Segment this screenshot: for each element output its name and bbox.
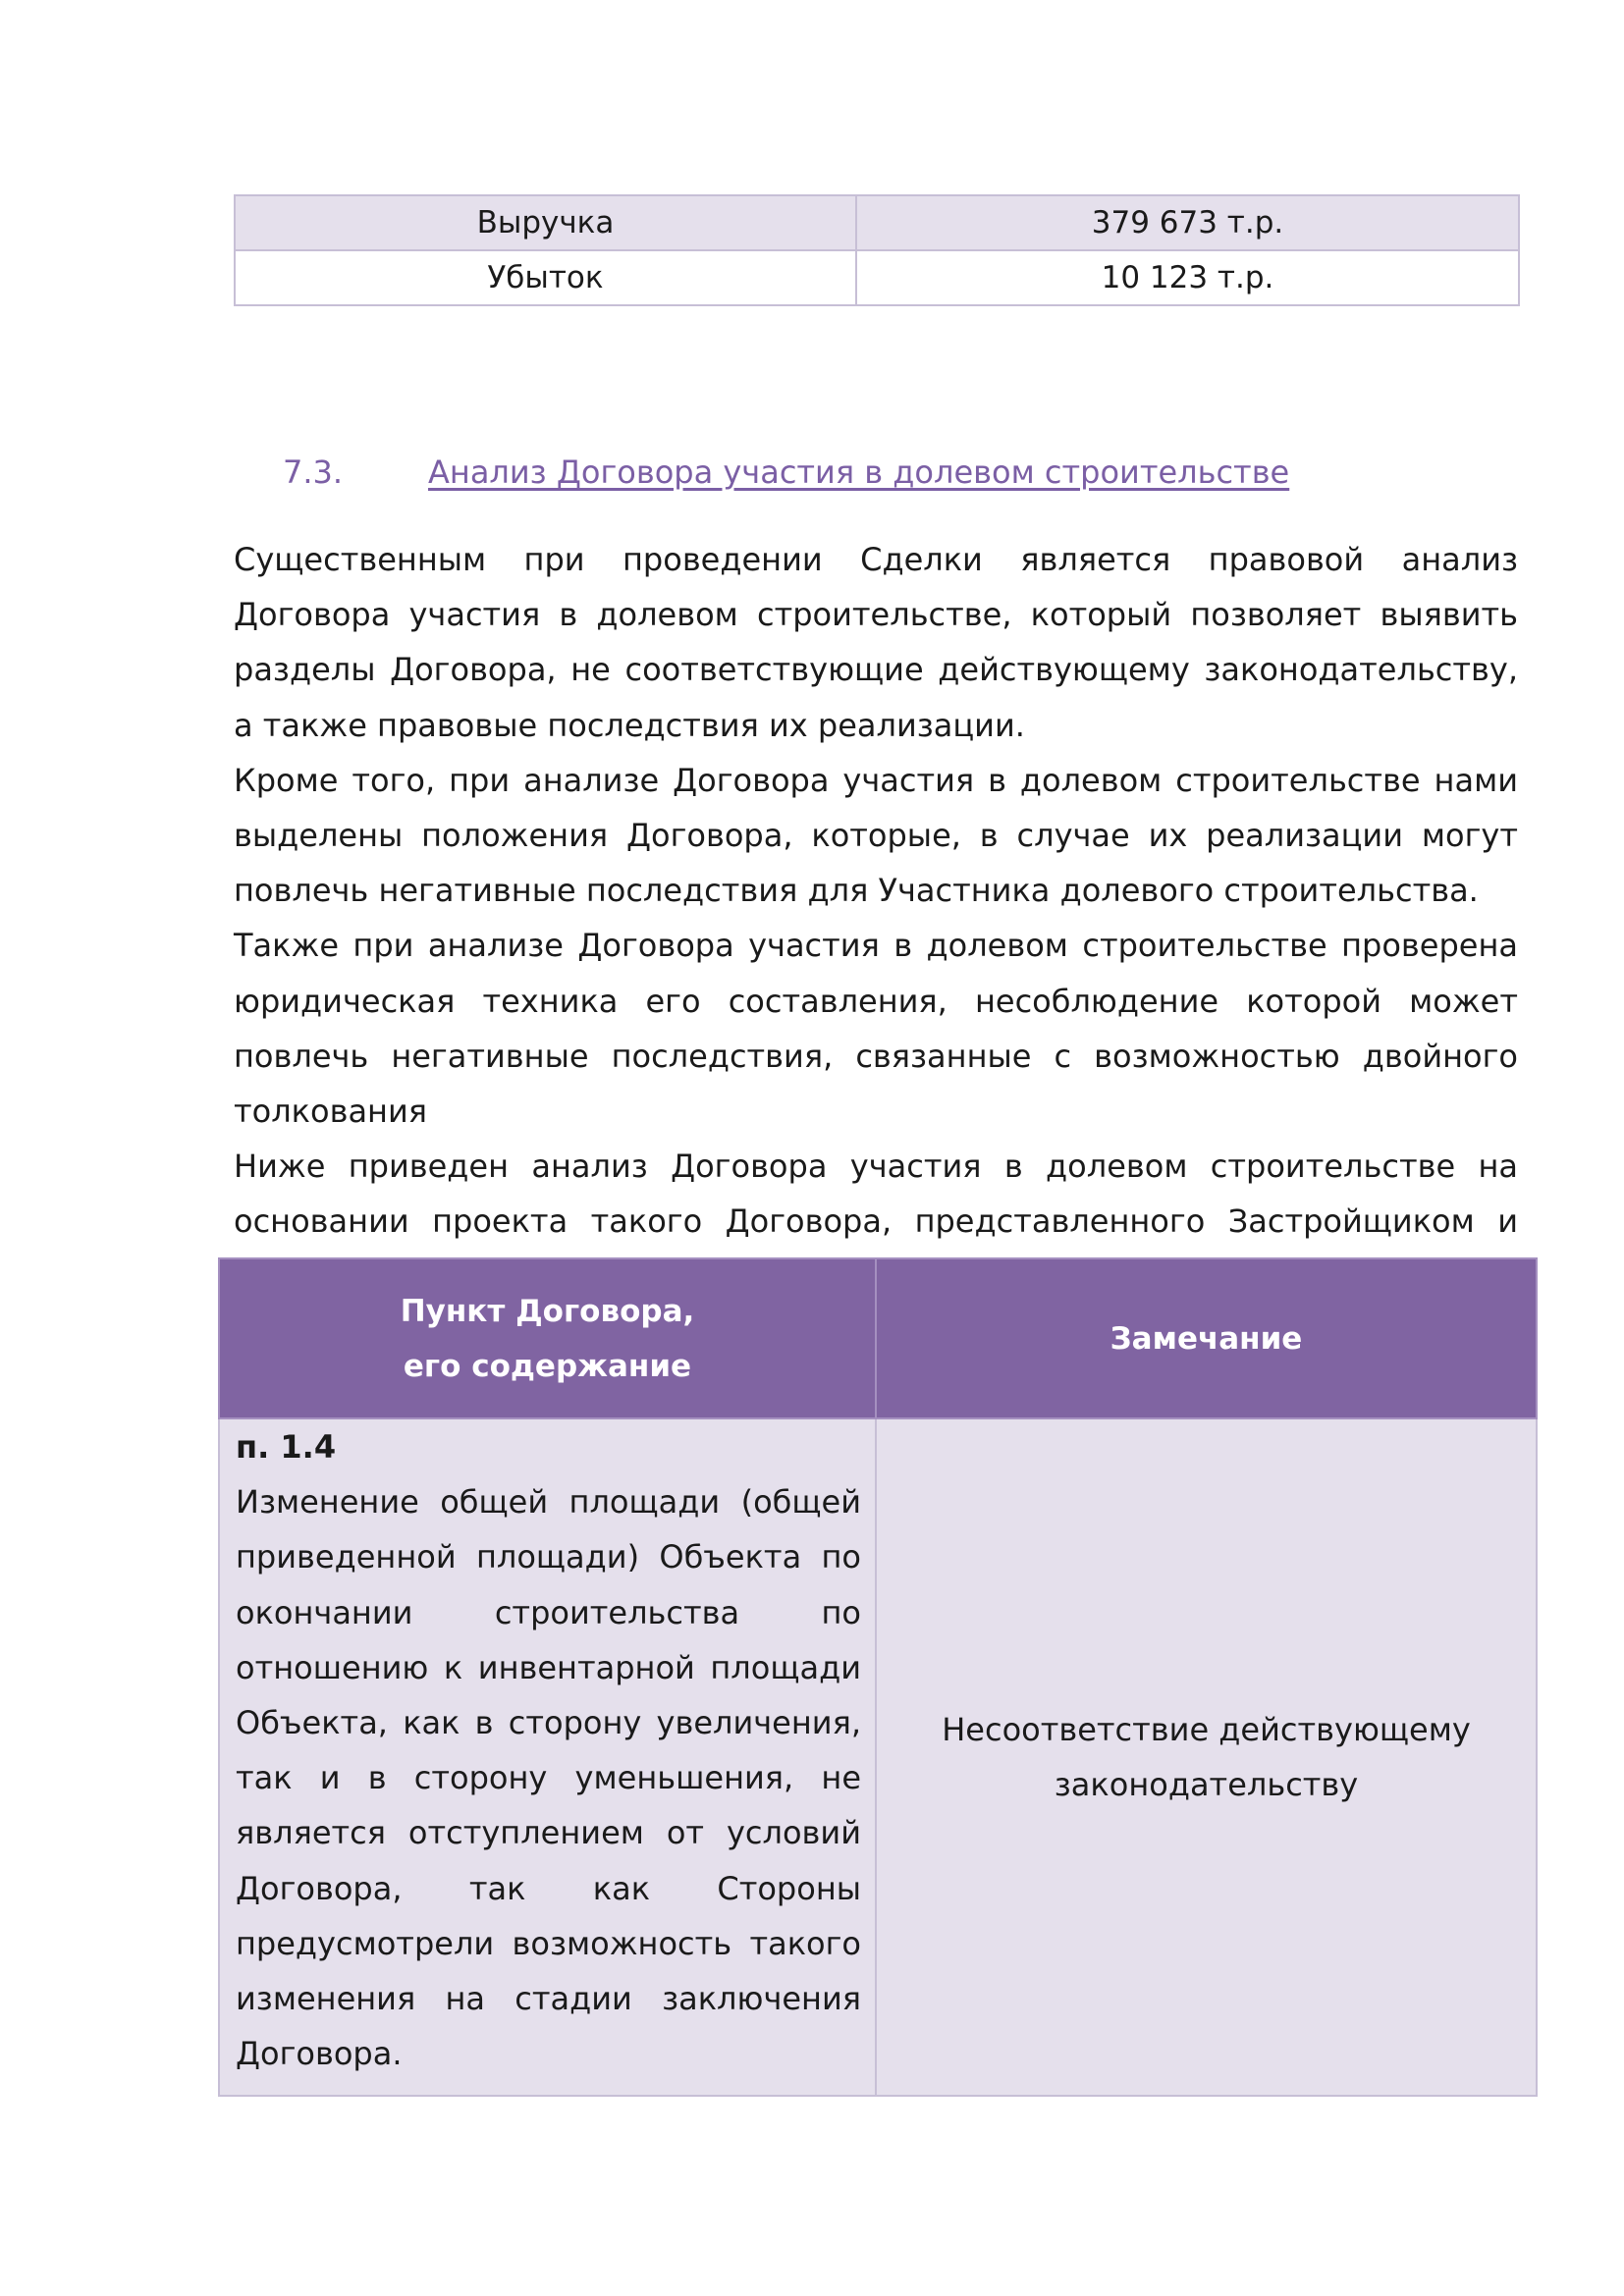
clause-header-line2: его содержание [403, 1348, 692, 1384]
section-title-link[interactable]: Анализ Договора участия в долевом строительстве [428, 454, 1290, 491]
paragraph: Также при анализе Договора участия в долевом строительстве проверена юридическая техника его составления, несоблюдение которой может повлечь негативные последствия, связанные с возможностью двойного толкования [234, 927, 1518, 1131]
clause-text: Изменение общей площади (общей приведенной площади) Объекта по окончании строительства по отношению к инвентарной площади Объекта, как в сторону увеличения, так и в сторону уменьшения, не является отступлением от условий Договора, так как Стороны предусмотрели возможность такого изменения на стадии заключения Договора. [236, 1483, 861, 2073]
section-heading [283, 454, 1289, 491]
clause-cell [219, 1418, 876, 2096]
table-row [219, 1418, 1537, 2096]
table-row [235, 250, 1519, 305]
table-header-row [219, 1258, 1537, 1418]
clause-column-header [219, 1258, 876, 1418]
remark-line2: законодательству [1054, 1766, 1359, 1804]
section-number: 7.3. [283, 454, 344, 491]
clause-number: п. 1.4 [236, 1428, 337, 1466]
financial-summary-table [234, 194, 1520, 306]
body-text [234, 532, 1518, 1305]
paragraph: Существенным при проведении Сделки является правовой анализ Договора участия в долевом строительстве, который позволяет выявить разделы Договора, не соответствующие действующему законодательству, а также правовые последствия их реализации. [234, 541, 1518, 744]
remark-cell [876, 1418, 1537, 2096]
table-row [235, 195, 1519, 250]
contract-analysis-table [218, 1257, 1538, 2097]
loss-label: Убыток [235, 250, 856, 305]
remark-column-header: Замечание [876, 1258, 1537, 1418]
clause-header-line1: Пункт Договора, [400, 1293, 695, 1329]
paragraph: Ниже приведен анализ Договора участия в долевом строительстве на основании проекта такого Договора, представленного Застройщиком и [234, 1148, 1518, 1241]
revenue-label: Выручка [235, 195, 856, 250]
loss-value: 10 123 т.р. [856, 250, 1519, 305]
remark-line1: Несоответствие действующему [942, 1711, 1471, 1749]
revenue-value: 379 673 т.р. [856, 195, 1519, 250]
paragraph: Кроме того, при анализе Договора участия в долевом строительстве нами выделены положения Договора, которые, в случае их реализации могут повлечь негативные последствия для Участника долевого строительства. [234, 761, 1518, 910]
